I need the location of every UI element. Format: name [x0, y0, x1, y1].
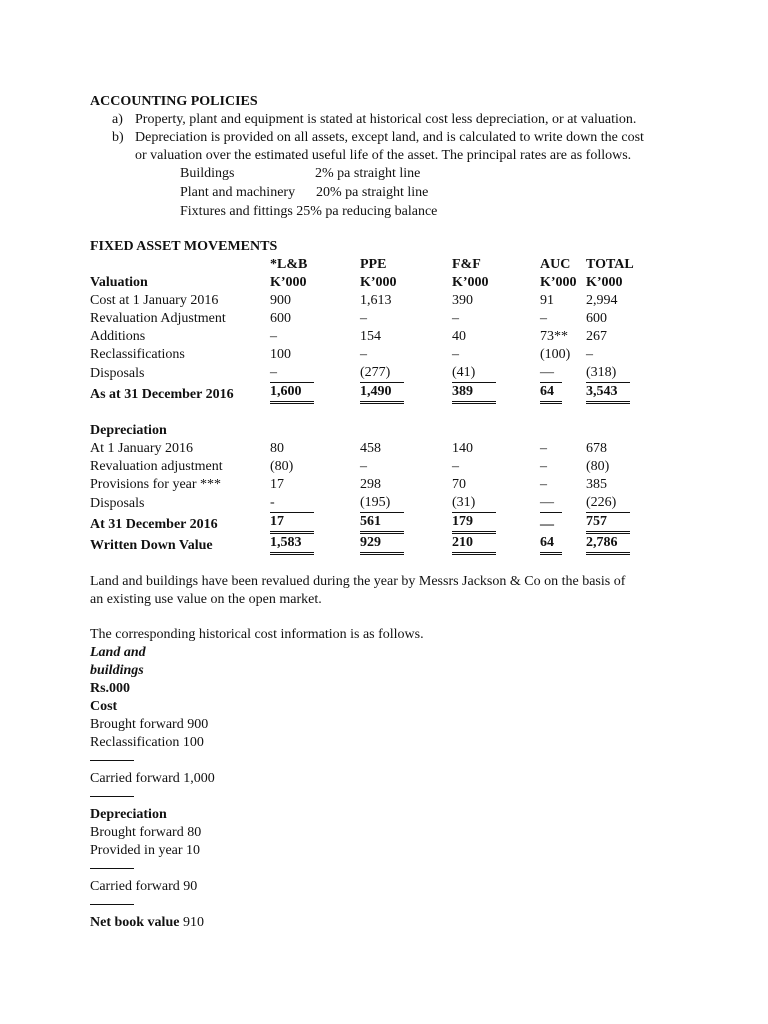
cost-brought-forward: Brought forward 900 — [90, 717, 209, 732]
table-row — [90, 476, 634, 494]
cell-value: 1,490 — [360, 383, 404, 404]
cell-value: – — [360, 459, 367, 474]
divider — [90, 760, 134, 761]
table-cell — [540, 310, 586, 328]
cell-value: – — [540, 441, 547, 456]
table-row — [90, 310, 634, 328]
net-book-value — [90, 914, 690, 932]
table-cell — [540, 458, 586, 476]
table-cell — [586, 292, 634, 310]
policy-item-a — [90, 111, 690, 129]
cell-value: (195) — [360, 494, 404, 513]
cell-value: – — [540, 459, 547, 474]
section-label: Depreciation — [90, 423, 167, 438]
table-unit-row — [90, 274, 634, 292]
table-row — [90, 383, 634, 404]
cell-value: – — [360, 311, 367, 326]
cell-value: – — [540, 477, 547, 492]
cell-value: 2,786 — [586, 534, 630, 555]
table-cell — [586, 534, 634, 555]
cell-value: – — [452, 347, 459, 362]
cell-value: — — [540, 494, 562, 513]
cell-value: 2,994 — [586, 293, 618, 308]
cell-value: 458 — [360, 441, 381, 456]
cell-value: (31) — [452, 494, 496, 513]
cell-value: 757 — [586, 513, 630, 534]
cell-value: (226) — [586, 494, 630, 513]
cell-value: – — [360, 347, 367, 362]
cell-value: – — [270, 329, 277, 344]
table-cell — [586, 383, 634, 404]
row-label: Revaluation Adjustment — [90, 311, 226, 326]
rate-value: 20% pa straight line — [316, 185, 429, 200]
cost-reclassification: Reclassification 100 — [90, 735, 204, 750]
row-label: Cost at 1 January 2016 — [90, 293, 219, 308]
revaluation-note-line1: Land and buildings have been revalued during the year by Messrs Jackson & Co on the basis of — [90, 574, 626, 589]
historical-unit: Rs.000 — [90, 681, 131, 696]
cell-value: 80 — [270, 441, 284, 456]
cell-value: 298 — [360, 477, 381, 492]
policy-a-marker: a) — [112, 112, 123, 127]
table-cell — [540, 364, 586, 383]
table-cell — [270, 458, 360, 476]
table-cell — [360, 513, 452, 534]
cell-value: 64 — [540, 534, 562, 555]
cell-value: 385 — [586, 477, 607, 492]
table-cell — [586, 346, 634, 364]
table-cell — [540, 440, 586, 458]
historical-intro: The corresponding historical cost information is as follows. — [90, 627, 424, 642]
table-row — [90, 364, 634, 383]
table-cell — [270, 292, 360, 310]
cell-value: (100) — [540, 347, 571, 362]
policy-b-line1: Depreciation is provided on all assets, except land, and is calculated to write down the cost — [135, 130, 644, 145]
table-cell — [452, 494, 540, 513]
col-head: F&F — [452, 257, 481, 272]
table-header-row — [90, 256, 634, 274]
cell-value: (318) — [586, 364, 630, 383]
cost-label: Cost — [90, 699, 118, 714]
cell-value: 100 — [270, 347, 291, 362]
table-cell — [540, 513, 586, 534]
historical-title: buildings — [90, 663, 144, 678]
table-cell — [586, 364, 634, 383]
col-head: AUC — [540, 257, 571, 272]
policy-a-text: Property, plant and equipment is stated at historical cost less depreciation, or at valuation. — [135, 112, 637, 127]
table-cell — [270, 494, 360, 513]
cell-value: 390 — [452, 293, 473, 308]
cell-value: (41) — [452, 364, 496, 383]
cell-value: 91 — [540, 293, 554, 308]
divider — [90, 868, 134, 869]
rate-row — [90, 203, 690, 222]
table-cell — [540, 494, 586, 513]
cell-value: 1,613 — [360, 293, 392, 308]
table-cell — [270, 513, 360, 534]
cell-value: – — [586, 347, 593, 362]
cell-value: — — [540, 517, 554, 532]
table-cell — [452, 328, 540, 346]
dep-provided: Provided in year 10 — [90, 843, 201, 858]
rate-row — [90, 165, 690, 184]
table-cell — [270, 383, 360, 404]
cell-value: 900 — [270, 293, 291, 308]
table-cell — [586, 494, 634, 513]
dep-carried-forward: Carried forward 90 — [90, 879, 198, 894]
cell-value: - — [270, 494, 314, 513]
cell-value: – — [452, 459, 459, 474]
table-row — [90, 328, 634, 346]
unit-cell: K’000 — [586, 275, 623, 290]
unit-cell: K’000 — [540, 275, 577, 290]
table-cell — [270, 310, 360, 328]
row-label: At 31 December 2016 — [90, 517, 218, 532]
cell-value: (80) — [586, 459, 610, 474]
table-cell — [452, 440, 540, 458]
table-cell — [452, 458, 540, 476]
unit-cell: K’000 — [452, 275, 489, 290]
table-row — [90, 458, 634, 476]
policy-b-line2: or valuation over the estimated useful life of the asset. The principal rates are as follows. — [135, 148, 632, 163]
table-cell — [586, 328, 634, 346]
rate-value: 2% pa straight line — [315, 166, 421, 181]
depreciation-rows — [90, 440, 634, 555]
table-cell — [540, 383, 586, 404]
cell-value: 64 — [540, 383, 562, 404]
table-cell — [586, 440, 634, 458]
col-head: TOTAL — [586, 257, 634, 272]
table-cell — [270, 534, 360, 555]
dep-brought-forward: Brought forward 80 — [90, 825, 202, 840]
revaluation-note-line2: an existing use value on the open market. — [90, 592, 322, 607]
valuation-rows — [90, 292, 634, 404]
table-cell — [452, 364, 540, 383]
table-cell — [452, 383, 540, 404]
cell-value: 389 — [452, 383, 496, 404]
cell-value: – — [270, 364, 314, 383]
cell-value: 267 — [586, 329, 607, 344]
cell-value: (80) — [270, 459, 294, 474]
table-cell — [540, 292, 586, 310]
col-head: PPE — [360, 257, 387, 272]
rate-asset: Buildings — [180, 166, 235, 181]
cell-value: 1,600 — [270, 383, 314, 404]
row-label: Revaluation adjustment — [90, 459, 223, 474]
table-cell — [586, 310, 634, 328]
table-row — [90, 534, 634, 555]
cell-value: 1,583 — [270, 534, 314, 555]
cell-value: (277) — [360, 364, 404, 383]
row-label: Provisions for year *** — [90, 477, 222, 492]
cell-value: 929 — [360, 534, 404, 555]
table-cell — [360, 292, 452, 310]
cell-value: 600 — [270, 311, 291, 326]
cell-value: 17 — [270, 477, 284, 492]
table-row — [90, 346, 634, 364]
rate-asset: Fixtures and fittings 25% pa reducing balance — [180, 204, 438, 219]
cell-value: 154 — [360, 329, 381, 344]
divider — [90, 904, 134, 905]
table-cell — [270, 364, 360, 383]
row-label: Reclassifications — [90, 347, 185, 362]
row-label: Disposals — [90, 496, 145, 511]
divider — [90, 796, 134, 797]
rate-asset: Plant and machinery — [180, 185, 296, 200]
table-cell — [270, 346, 360, 364]
cell-value: 600 — [586, 311, 607, 326]
table-cell — [540, 346, 586, 364]
table-cell — [360, 534, 452, 555]
table-cell — [360, 364, 452, 383]
table-cell — [452, 346, 540, 364]
table-cell — [270, 476, 360, 494]
row-label: Written Down Value — [90, 538, 213, 553]
row-label: Disposals — [90, 366, 145, 381]
table-cell — [360, 440, 452, 458]
cell-value: 140 — [452, 441, 473, 456]
table-cell — [360, 346, 452, 364]
cell-value: 17 — [270, 513, 314, 534]
table-cell — [360, 458, 452, 476]
depreciation-label: Depreciation — [90, 807, 167, 822]
table-cell — [586, 513, 634, 534]
cell-value: — — [540, 364, 562, 383]
unit-cell: K’000 — [270, 275, 307, 290]
table-cell — [452, 310, 540, 328]
cell-value: 210 — [452, 534, 496, 555]
row-label: At 1 January 2016 — [90, 441, 194, 456]
cell-value: – — [540, 311, 547, 326]
nbv-label: Net book value — [90, 915, 180, 930]
cell-value: 70 — [452, 477, 466, 492]
cell-value: – — [452, 311, 459, 326]
cell-value: 40 — [452, 329, 466, 344]
cell-value: 3,543 — [586, 383, 630, 404]
table-cell — [452, 476, 540, 494]
table-cell — [360, 328, 452, 346]
table-row — [90, 513, 634, 534]
col-head: *L&B — [270, 257, 308, 272]
cell-value: 73** — [540, 329, 568, 344]
rate-row — [90, 184, 690, 203]
table-cell — [452, 513, 540, 534]
unit-cell: K’000 — [360, 275, 397, 290]
cost-carried-forward: Carried forward 1,000 — [90, 771, 215, 786]
table-cell — [452, 534, 540, 555]
policy-item-b — [90, 129, 690, 165]
movements-heading: FIXED ASSET MOVEMENTS — [90, 239, 278, 254]
policies-heading: ACCOUNTING POLICIES — [90, 94, 258, 109]
row-label: Additions — [90, 329, 146, 344]
table-cell — [586, 458, 634, 476]
document-page — [90, 93, 690, 932]
table-cell — [360, 476, 452, 494]
table-cell — [270, 440, 360, 458]
table-cell — [452, 292, 540, 310]
nbv-value: 910 — [182, 915, 204, 930]
table-cell — [540, 534, 586, 555]
section-label: Valuation — [90, 275, 148, 290]
table-cell — [360, 310, 452, 328]
table-cell — [540, 328, 586, 346]
table-cell — [360, 383, 452, 404]
table-row — [90, 292, 634, 310]
row-label: As at 31 December 2016 — [90, 387, 234, 402]
fixed-asset-table — [90, 256, 634, 555]
table-cell — [586, 476, 634, 494]
table-row — [90, 440, 634, 458]
table-cell — [270, 328, 360, 346]
policy-b-marker: b) — [112, 130, 124, 145]
cell-value: 179 — [452, 513, 496, 534]
cell-value: 678 — [586, 441, 607, 456]
historical-title: Land and — [90, 645, 146, 660]
table-cell — [540, 476, 586, 494]
table-cell — [360, 494, 452, 513]
table-row — [90, 494, 634, 513]
cell-value: 561 — [360, 513, 404, 534]
